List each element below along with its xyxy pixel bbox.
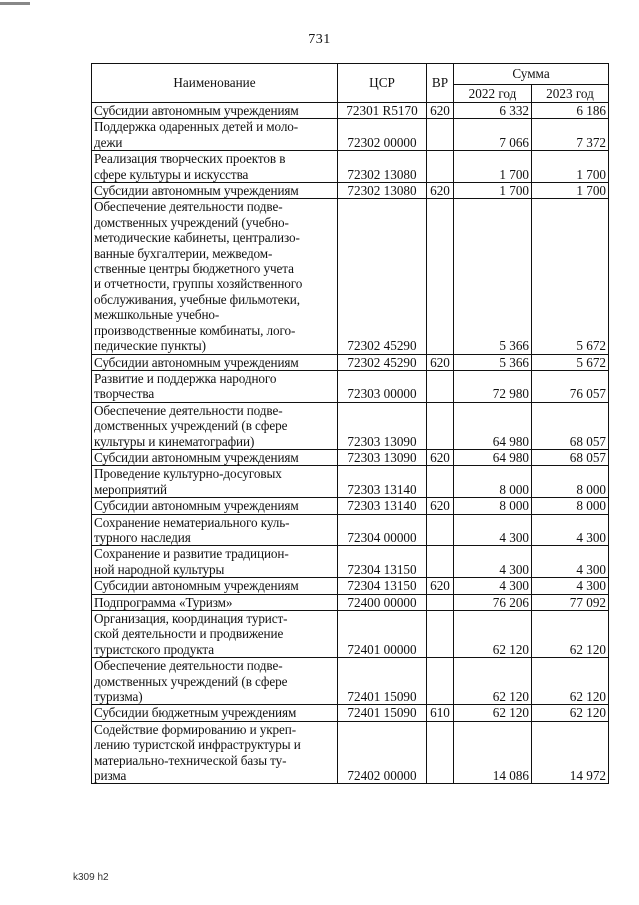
row-2022-cell: 8 000	[454, 498, 532, 514]
table-row	[92, 578, 609, 594]
row-name-cell: Развитие и поддержка народного творчества	[92, 370, 338, 402]
row-csr-cell: 72304 13150	[338, 578, 427, 594]
row-vr-cell	[427, 466, 454, 498]
row-2023-cell: 62 120	[532, 658, 609, 705]
row-2022-cell: 6 332	[454, 103, 532, 119]
row-csr-cell: 72302 00000	[338, 119, 427, 151]
row-2022-cell: 7 066	[454, 119, 532, 151]
row-2023-cell: 76 057	[532, 370, 609, 402]
row-name-cell: Реализация творческих проектов в сфере культуры и искусства	[92, 151, 338, 183]
row-vr-cell	[427, 611, 454, 658]
row-2022-cell: 5 366	[454, 354, 532, 370]
table-row	[92, 514, 609, 546]
row-vr-cell	[427, 151, 454, 183]
page-number: 731	[308, 32, 331, 47]
row-2023-cell: 5 672	[532, 199, 609, 354]
row-csr-cell: 72401 15090	[338, 705, 427, 721]
row-vr-cell	[427, 119, 454, 151]
row-2022-cell: 4 300	[454, 514, 532, 546]
row-2023-cell: 68 057	[532, 449, 609, 465]
table-row	[92, 611, 609, 658]
row-2023-cell: 7 372	[532, 119, 609, 151]
row-2023-cell: 8 000	[532, 498, 609, 514]
row-2022-cell: 64 980	[454, 449, 532, 465]
row-2022-cell: 1 700	[454, 183, 532, 199]
footer-code: k309 h2	[73, 872, 109, 883]
row-2023-cell: 4 300	[532, 514, 609, 546]
row-2022-cell: 4 300	[454, 546, 532, 578]
row-name-cell: Субсидии автономным учреждениям	[92, 498, 338, 514]
table-row	[92, 151, 609, 183]
row-2022-cell: 76 206	[454, 594, 532, 610]
row-2023-cell: 77 092	[532, 594, 609, 610]
table-row	[92, 546, 609, 578]
row-2022-cell: 62 120	[454, 705, 532, 721]
row-2023-cell: 14 972	[532, 721, 609, 784]
table-row	[92, 402, 609, 449]
row-name-cell: Поддержка одаренных детей и моло- дежи	[92, 119, 338, 151]
header-year-2022: 2022 год	[454, 85, 532, 103]
row-name-cell: Субсидии автономным учреждениям	[92, 103, 338, 119]
header-name: Наименование	[92, 64, 338, 103]
row-2023-cell: 5 672	[532, 354, 609, 370]
row-csr-cell: 72304 13150	[338, 546, 427, 578]
row-2022-cell: 5 366	[454, 199, 532, 354]
row-vr-cell	[427, 658, 454, 705]
table-row	[92, 449, 609, 465]
row-name-cell: Субсидии бюджетным учреждениям	[92, 705, 338, 721]
row-name-cell: Субсидии автономным учреждениям	[92, 449, 338, 465]
header-csr: ЦСР	[338, 64, 427, 103]
row-csr-cell: 72301 R5170	[338, 103, 427, 119]
row-csr-cell: 72302 13080	[338, 183, 427, 199]
row-2022-cell: 8 000	[454, 466, 532, 498]
header-sum: Сумма	[454, 64, 609, 85]
row-csr-cell: 72302 45290	[338, 199, 427, 354]
row-vr-cell: 620	[427, 578, 454, 594]
table-row	[92, 354, 609, 370]
row-name-cell: Сохранение нематериального куль- турного наследия	[92, 514, 338, 546]
row-csr-cell: 72303 13090	[338, 449, 427, 465]
table-row	[92, 103, 609, 119]
row-2023-cell: 1 700	[532, 183, 609, 199]
row-2023-cell: 68 057	[532, 402, 609, 449]
row-csr-cell: 72303 13140	[338, 466, 427, 498]
row-vr-cell	[427, 199, 454, 354]
row-name-cell: Сохранение и развитие традицион- ной народной культуры	[92, 546, 338, 578]
row-vr-cell	[427, 370, 454, 402]
row-2023-cell: 8 000	[532, 466, 609, 498]
table-row	[92, 466, 609, 498]
row-2022-cell: 64 980	[454, 402, 532, 449]
row-csr-cell: 72400 00000	[338, 594, 427, 610]
row-vr-cell: 610	[427, 705, 454, 721]
row-csr-cell: 72402 00000	[338, 721, 427, 784]
row-vr-cell	[427, 594, 454, 610]
row-name-cell: Проведение культурно-досуговых мероприятий	[92, 466, 338, 498]
corner-scan-mark	[0, 2, 30, 5]
table-row	[92, 498, 609, 514]
header-year-2023: 2023 год	[532, 85, 609, 103]
table-row	[92, 658, 609, 705]
table-row	[92, 594, 609, 610]
row-2022-cell: 72 980	[454, 370, 532, 402]
row-csr-cell: 72304 00000	[338, 514, 427, 546]
row-name-cell: Обеспечение деятельности подве- домственных учреждений (в сфере культуры и кинематографии)	[92, 402, 338, 449]
table-row	[92, 370, 609, 402]
row-name-cell: Содействие формированию и укреп- лению туристской инфраструктуры и материально-технической базы ту- ризма	[92, 721, 338, 784]
table-row	[92, 721, 609, 784]
row-vr-cell: 620	[427, 449, 454, 465]
row-vr-cell: 620	[427, 354, 454, 370]
row-name-cell: Организация, координация турист- ской деятельности и продвижение туристского продукта	[92, 611, 338, 658]
budget-table	[91, 63, 609, 784]
row-csr-cell: 72401 00000	[338, 611, 427, 658]
row-2022-cell: 1 700	[454, 151, 532, 183]
row-name-cell: Обеспечение деятельности подве- домственных учреждений (учебно- методические кабинеты, централизо- ванные бухгалтерии, межведом- ственные центры бюджетного учета и отчетности, группы хозяйственного обслуживания, учебные фильмотеки, межшкольные учебно- производственные комбинаты, лого- педические пункты)	[92, 199, 338, 354]
row-csr-cell: 72302 13080	[338, 151, 427, 183]
row-2023-cell: 62 120	[532, 705, 609, 721]
row-vr-cell: 620	[427, 498, 454, 514]
row-2023-cell: 6 186	[532, 103, 609, 119]
table-row	[92, 119, 609, 151]
row-2023-cell: 4 300	[532, 546, 609, 578]
row-name-cell: Обеспечение деятельности подве- домственных учреждений (в сфере туризма)	[92, 658, 338, 705]
table-body	[92, 103, 609, 784]
row-csr-cell: 72303 13090	[338, 402, 427, 449]
row-name-cell: Субсидии автономным учреждениям	[92, 578, 338, 594]
row-csr-cell: 72401 15090	[338, 658, 427, 705]
row-vr-cell	[427, 514, 454, 546]
row-vr-cell: 620	[427, 103, 454, 119]
table-row	[92, 199, 609, 354]
row-2023-cell: 4 300	[532, 578, 609, 594]
row-csr-cell: 72302 45290	[338, 354, 427, 370]
row-2022-cell: 62 120	[454, 611, 532, 658]
row-2022-cell: 4 300	[454, 578, 532, 594]
row-name-cell: Субсидии автономным учреждениям	[92, 354, 338, 370]
row-2022-cell: 62 120	[454, 658, 532, 705]
row-2023-cell: 1 700	[532, 151, 609, 183]
row-name-cell: Субсидии автономным учреждениям	[92, 183, 338, 199]
header-vr: ВР	[427, 64, 454, 103]
row-vr-cell: 620	[427, 183, 454, 199]
table-row	[92, 705, 609, 721]
row-2023-cell: 62 120	[532, 611, 609, 658]
table-row	[92, 183, 609, 199]
row-csr-cell: 72303 00000	[338, 370, 427, 402]
row-2022-cell: 14 086	[454, 721, 532, 784]
row-name-cell: Подпрограмма «Туризм»	[92, 594, 338, 610]
row-csr-cell: 72303 13140	[338, 498, 427, 514]
row-vr-cell	[427, 402, 454, 449]
row-vr-cell	[427, 546, 454, 578]
row-vr-cell	[427, 721, 454, 784]
